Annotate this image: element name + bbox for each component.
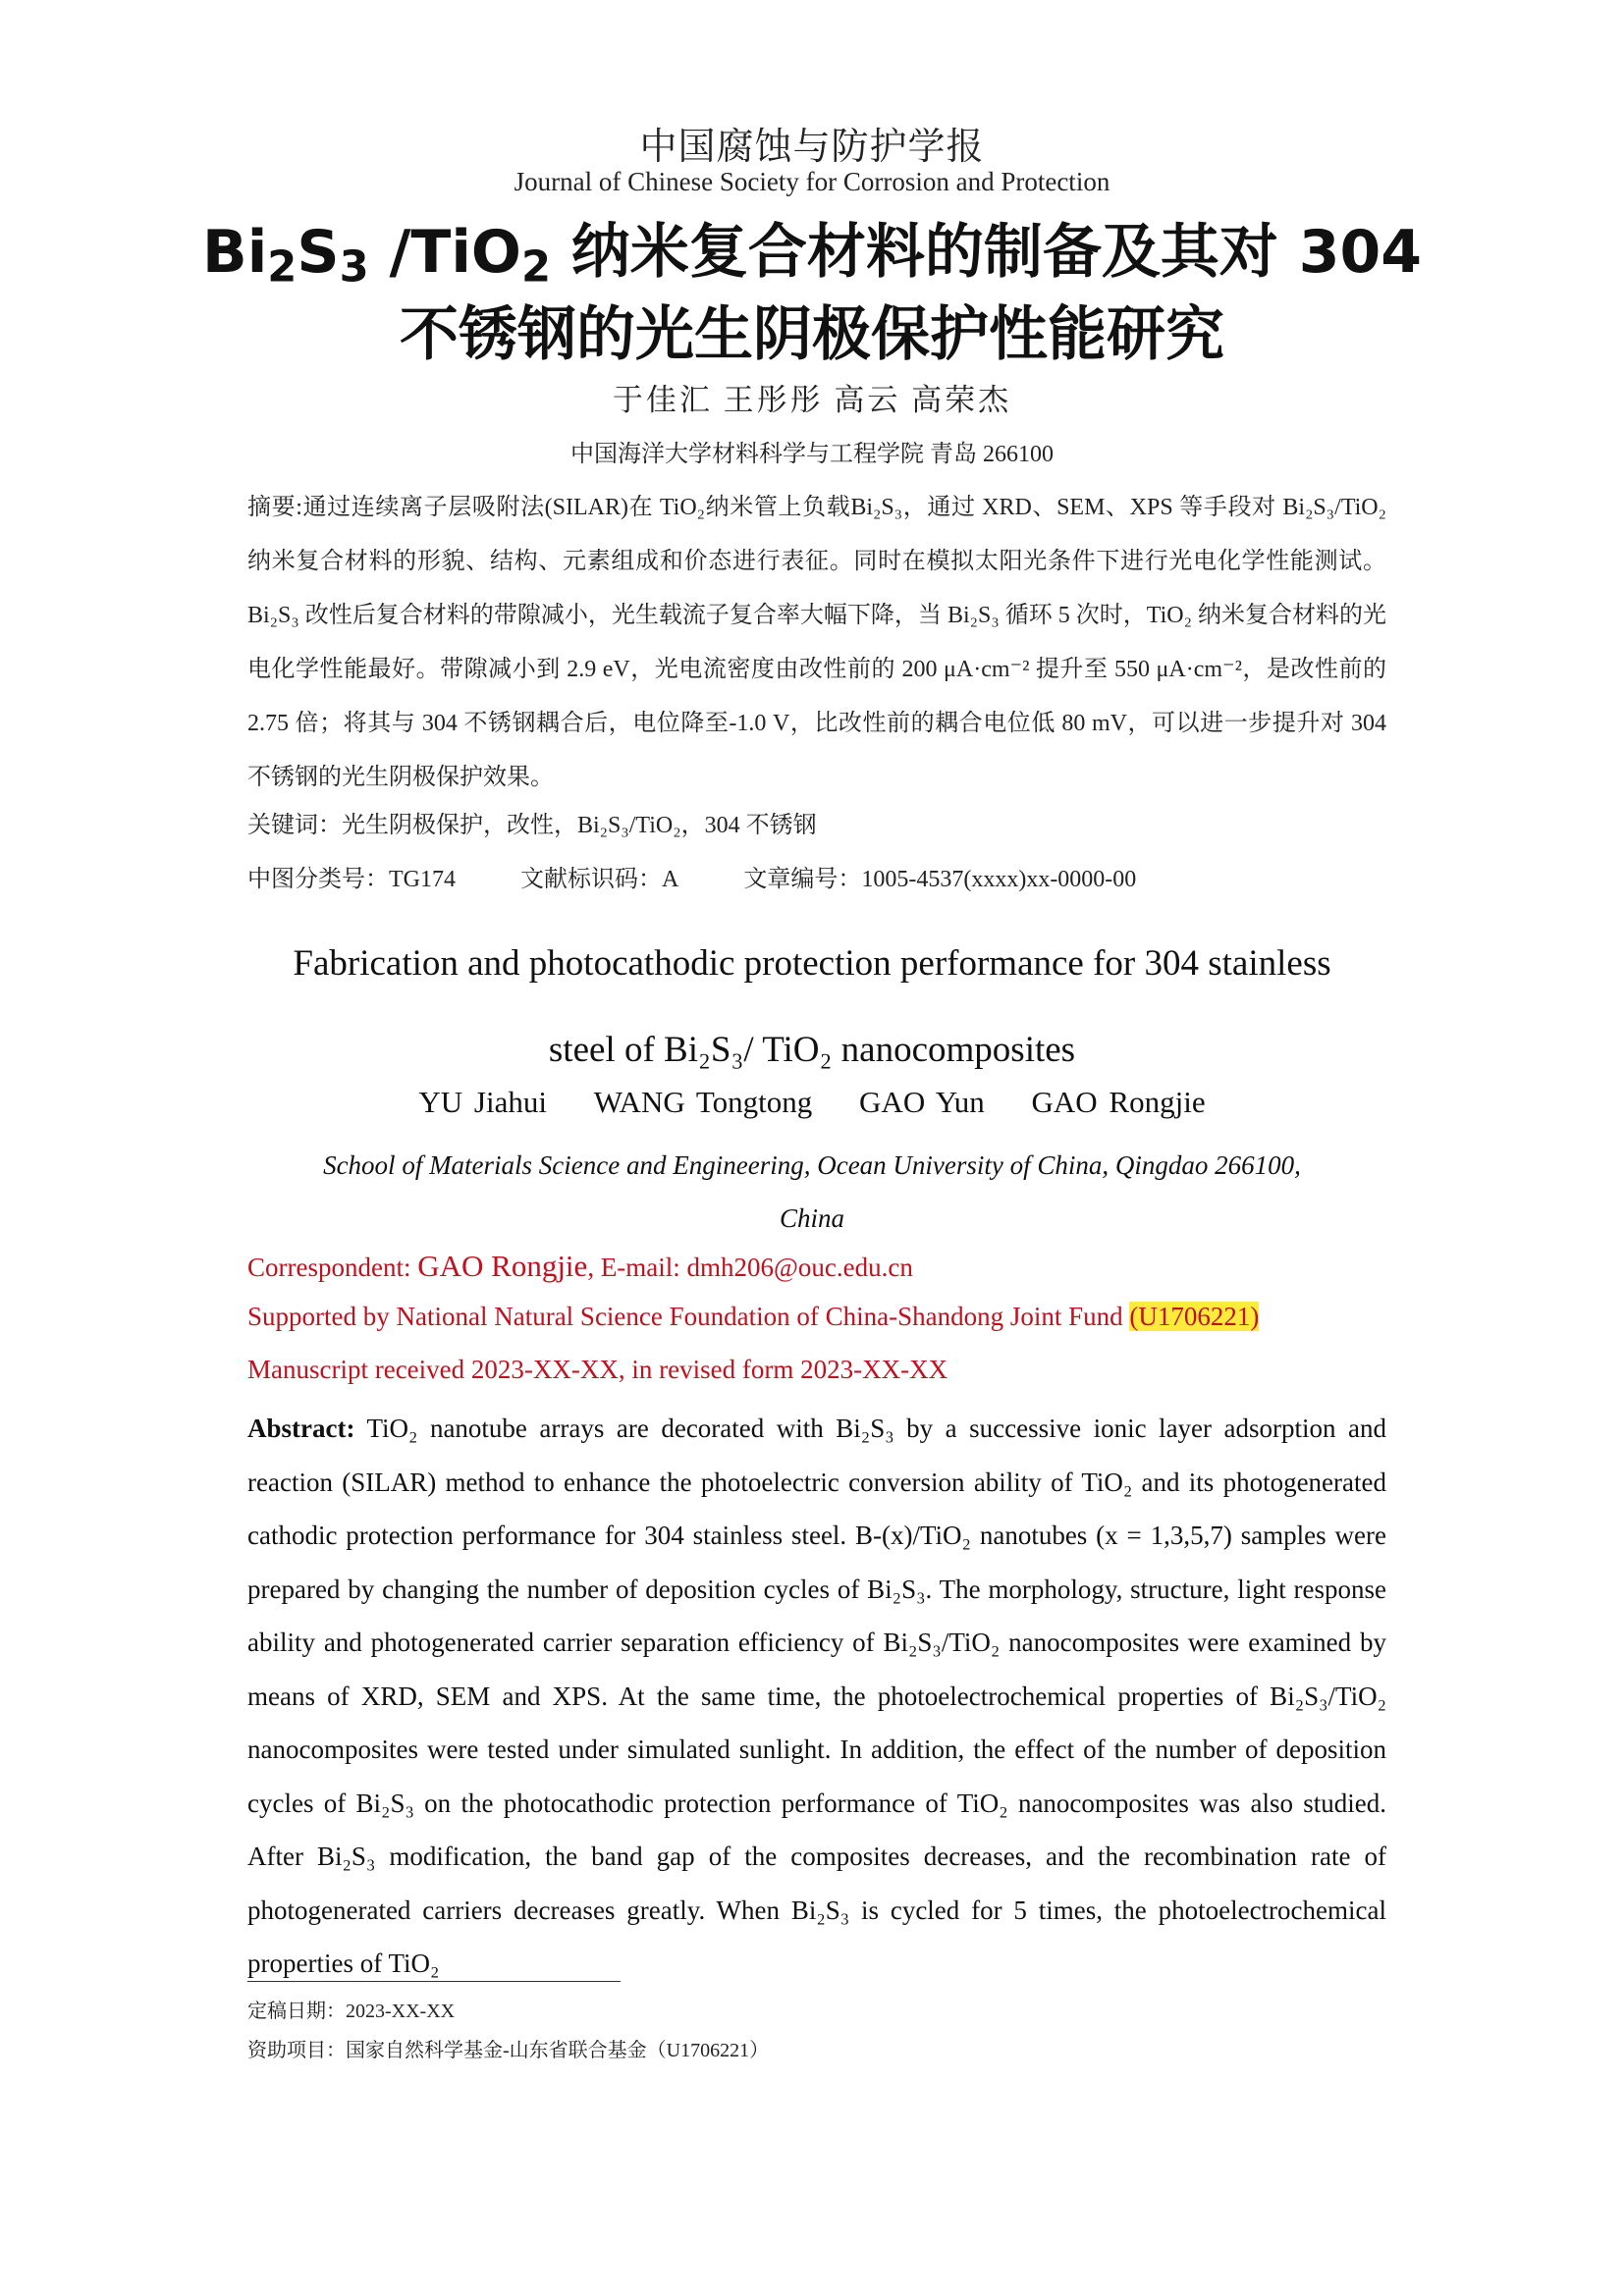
footnote-rule	[247, 1981, 621, 1982]
abstract-en	[247, 1402, 1386, 1991]
journal-name-en: Journal of Chinese Society for Corrosion and Protection	[514, 167, 1110, 196]
title-en-line2: steel of Bi₂S₃/ TiO₂ nanocomposites	[548, 1030, 1076, 1070]
affiliation-en-line1: School of Materials Science and Engineering, Ocean University of China, Qingdao 266100,	[323, 1150, 1301, 1180]
abstract-en-text: TiO₂ nanotube arrays are decorated with Bi₂S₃ by a successive ionic layer adsorption and reaction (SILAR) method to enhance the photoelectric conversion ability of TiO₂ and its photogenerated cathodic protection performance for 304 stainless steel. B-(x)/TiO₂ nanotubes (x = 1,3,5,7) samples were prepared by changing the number of deposition cycles of Bi₂S₃. The morphology, structure, light response ability and photogenerated carrier separation efficiency of Bi₂S₃/TiO₂ nanocomposites were examined by means of XRD, SEM and XPS. At the same time, the photoelectrochemical properties of Bi₂S₃/TiO₂ nanocomposites were tested under simulated sunlight. In addition, the effect of the number of deposition cycles of Bi₂S₃ on the photocathodic protection performance of TiO₂ nanocomposites was also studied. After Bi₂S₃ modification, the band gap of the composites decreases, and the recombination rate of photogenerated carriers decreases greatly. When Bi₂S₃ is cycled for 5 times, the photoelectrochemical properties of TiO₂	[247, 1414, 1386, 1978]
correspondent-name: GAO Rongjie	[417, 1249, 588, 1283]
authors-cn: 于佳汇 王彤彤 高云 高荣杰	[612, 383, 1012, 417]
authors-en	[0, 1085, 1624, 1120]
correspondent	[247, 1249, 1386, 1284]
keywords-cn: 关键词：光生阴极保护，改性，Bi₂S₃/TiO₂，304 不锈钢	[247, 813, 817, 838]
abstract-cn-text: 通过连续离子层吸附法(SILAR)在 TiO₂纳米管上负载Bi₂S₃，通过 XRD、SEM、XPS 等手段对 Bi₂S₃/TiO₂纳米复合材料的形貌、结构、元素组成和价态进行表征。同时在模拟太阳光条件下进行光电化学性能测试。Bi₂S₃ 改性后复合材料的带隙减小，光生载流子复合率大幅下降，当 Bi₂S₃ 循环 5 次时，TiO₂ 纳米复合材料的光电化学性能最好。带隙减小到 2.9 eV，光电流密度由改性前的 200 μA·cm⁻² 提升至 550 μA·cm⁻²，是改性前的 2.75 倍；将其与 304 不锈钢耦合后，电位降至-1.0 V，比改性前的耦合电位低 80 mV，可以进一步提升对 304 不锈钢的光生阴极保护效果。	[247, 495, 1387, 790]
article-number: 文章编号：1005-4537(xxxx)xx-0000-00	[743, 867, 1137, 892]
title-cn	[0, 211, 1624, 376]
author-en: GAO Yun	[859, 1085, 985, 1119]
abstract-en-label: Abstract:	[247, 1414, 355, 1443]
clc-number: 中图分类号：TG174	[247, 867, 456, 892]
abstract-cn	[247, 481, 1386, 805]
support-text: Supported by National Natural Science Foundation of China-Shandong Joint Fund	[247, 1302, 1130, 1331]
affiliation-en	[0, 1139, 1624, 1245]
support-code: (U1706221)	[1129, 1302, 1260, 1331]
author-en: YU Jiahui	[418, 1085, 547, 1119]
footnote-funding: 资助项目：国家自然科学基金-山东省联合基金（U1706221）	[247, 2040, 770, 2061]
title-en	[196, 921, 1428, 1094]
footnote-date: 定稿日期：2023-XX-XX	[247, 2001, 456, 2022]
correspondent-label: Correspondent:	[247, 1253, 418, 1282]
doc-code: 文献标识码：A	[520, 867, 679, 892]
support-fund	[247, 1302, 1386, 1332]
title-cn-line1: $Bi_2S_3$ /TiO$_2$ 纳米复合材料的制备及其对 304	[201, 218, 1423, 293]
abstract-cn-label: 摘要:	[247, 495, 302, 520]
author-en: GAO Rongjie	[1031, 1085, 1206, 1119]
classification	[247, 859, 1386, 893]
journal-name-cn: 中国腐蚀与防护学报	[639, 127, 985, 168]
title-en-line1: Fabrication and photocathodic protection performance for 304 stainless	[293, 943, 1331, 984]
title-cn-line2: 不锈钢的光生阴极保护性能研究	[400, 300, 1224, 369]
affiliation-en-line2: China	[779, 1203, 844, 1233]
author-en: WANG Tongtong	[593, 1085, 813, 1119]
correspondent-email[interactable]: , E-mail: dmh206@ouc.edu.cn	[587, 1253, 913, 1282]
affiliation-cn: 中国海洋大学材料科学与工程学院 青岛 266100	[570, 442, 1054, 467]
manuscript-received: Manuscript received 2023-XX-XX, in revised form 2023-XX-XX	[247, 1355, 948, 1384]
